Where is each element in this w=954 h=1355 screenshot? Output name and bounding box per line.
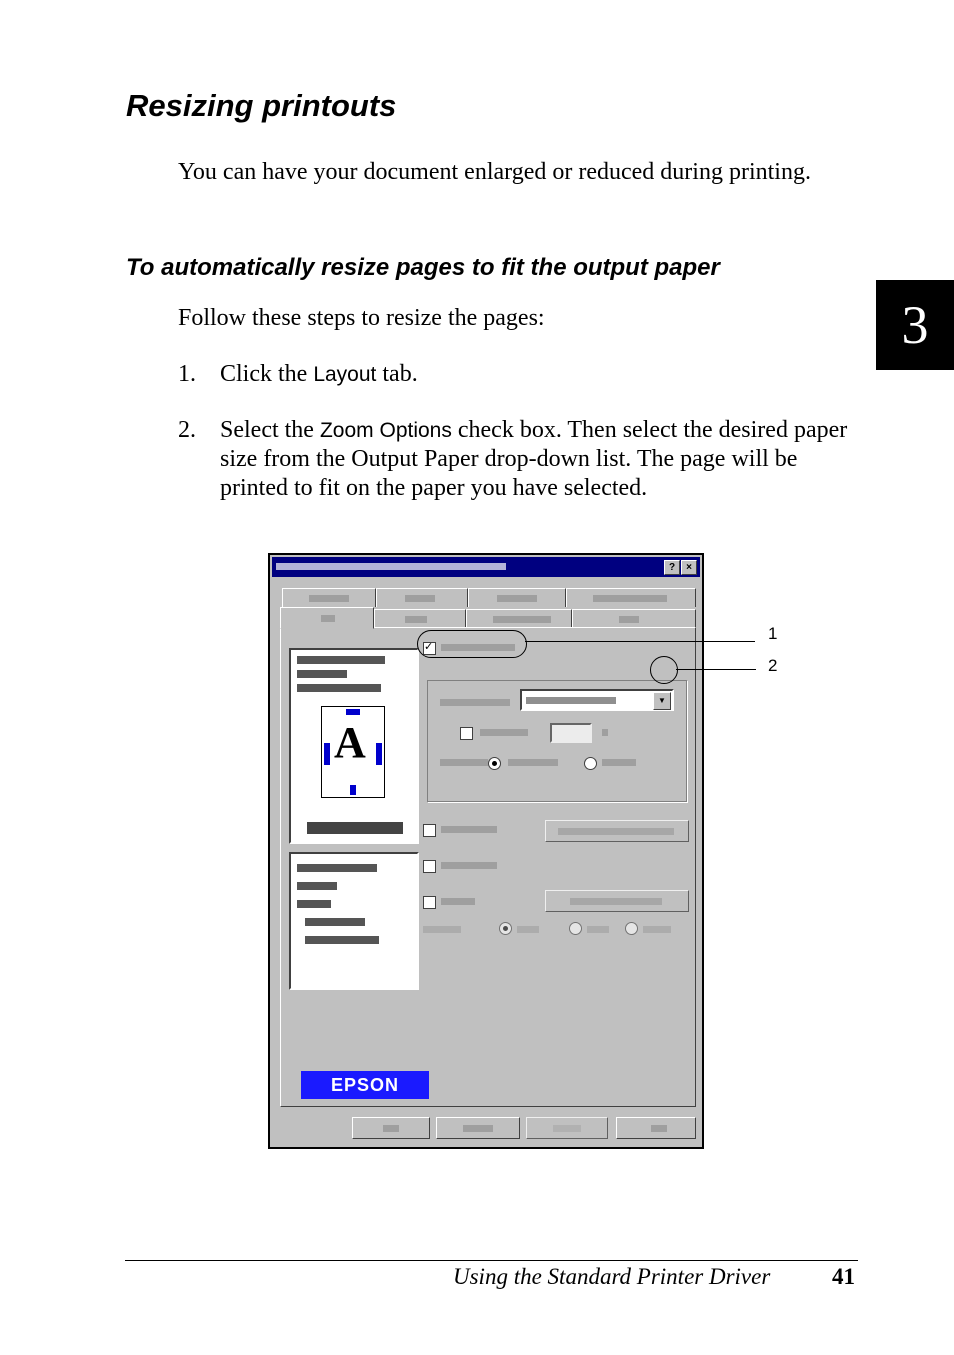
tab[interactable] xyxy=(374,609,466,628)
zoom-to-checkbox[interactable] xyxy=(460,727,473,740)
location-upper-left-radio[interactable] xyxy=(488,757,501,770)
duplex-checkbox[interactable] xyxy=(423,896,436,909)
dialog-title-bar xyxy=(272,557,700,577)
callout-1-number: 1 xyxy=(768,624,778,643)
title-text-blur xyxy=(276,563,506,570)
output-paper-label xyxy=(440,699,510,706)
ui-term-zoom-options: Zoom Options xyxy=(319,419,452,442)
callout-1-leader xyxy=(525,641,755,642)
subsection-title: To automatically resize pages to fit the output paper xyxy=(126,254,720,281)
help-button[interactable] xyxy=(616,1117,696,1139)
tab-layout[interactable] xyxy=(280,607,374,629)
chapter-tab: 3 xyxy=(876,280,954,370)
output-paper-dropdown[interactable] xyxy=(520,689,674,711)
tab[interactable] xyxy=(566,588,696,607)
footer-rule xyxy=(125,1260,858,1261)
print-layout-settings-button[interactable] xyxy=(545,820,689,842)
ui-term-layout: Layout xyxy=(313,363,377,386)
step-number: 1. xyxy=(178,361,196,387)
watermark-checkbox[interactable] xyxy=(423,860,436,873)
step-number: 2. xyxy=(178,417,196,443)
cancel-button[interactable] xyxy=(436,1117,520,1139)
help-icon[interactable]: ? xyxy=(664,560,680,575)
letter-a-preview-icon: A xyxy=(334,718,366,767)
callout-2-marker xyxy=(650,656,678,684)
tab-panel xyxy=(280,627,696,1107)
step-1 xyxy=(178,360,868,390)
binding-label xyxy=(423,926,461,933)
location-label xyxy=(440,759,488,766)
tab[interactable] xyxy=(282,588,376,607)
zoom-percent-spinner[interactable] xyxy=(550,723,592,743)
arrow-icon xyxy=(324,743,330,765)
step-2 xyxy=(178,416,868,506)
apply-button[interactable] xyxy=(526,1117,608,1139)
arrow-icon xyxy=(350,785,356,795)
running-footer: Using the Standard Printer Driver xyxy=(453,1264,771,1289)
tab[interactable] xyxy=(468,588,566,607)
callout-2-leader xyxy=(676,669,756,670)
step-text: Select the Zoom Options check box. Then select the desired paper size from the Output Paper drop-down list. The page will be printed to fit on the paper you have selected. xyxy=(220,417,848,501)
location-center-radio[interactable] xyxy=(584,757,597,770)
settings-summary-box xyxy=(289,852,419,990)
duplex-settings-button[interactable] xyxy=(545,890,689,912)
section-title: Resizing printouts xyxy=(126,88,397,123)
epson-logo: EPSON xyxy=(301,1071,429,1099)
arrow-icon xyxy=(376,743,382,765)
chevron-down-icon[interactable]: ▼ xyxy=(653,692,671,710)
callout-1-marker xyxy=(417,630,527,658)
page-number: 41 xyxy=(832,1264,855,1289)
tab[interactable] xyxy=(466,609,572,628)
callout-2-number: 2 xyxy=(768,656,778,675)
intro-paragraph: You can have your document enlarged or reduced during printing. xyxy=(178,159,811,185)
page-preview xyxy=(289,648,419,844)
binding-top-radio[interactable] xyxy=(569,922,582,935)
arrow-icon xyxy=(346,709,360,715)
step-text: Click the Layout tab. xyxy=(220,361,418,387)
print-layout-checkbox[interactable] xyxy=(423,824,436,837)
tab[interactable] xyxy=(572,609,696,628)
zoom-options-group xyxy=(427,680,687,802)
lead-paragraph: Follow these steps to resize the pages: xyxy=(178,305,545,331)
binding-right-radio[interactable] xyxy=(625,922,638,935)
layout-thumbnail xyxy=(321,706,385,798)
ok-button[interactable] xyxy=(352,1117,430,1139)
tab[interactable] xyxy=(376,588,468,607)
orientation-icons xyxy=(307,822,403,834)
binding-left-radio[interactable] xyxy=(499,922,512,935)
close-icon[interactable]: × xyxy=(681,560,697,575)
